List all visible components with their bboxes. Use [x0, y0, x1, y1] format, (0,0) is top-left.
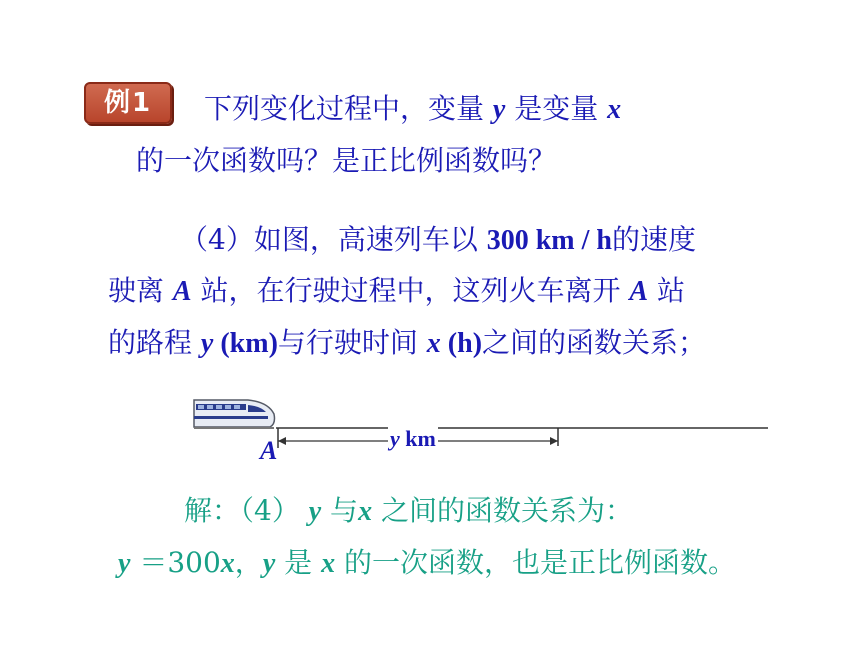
var-y: y	[262, 548, 276, 579]
item-line-2	[108, 274, 685, 307]
unit-h: (h)	[440, 328, 483, 359]
arrowhead-left	[278, 437, 286, 445]
point-a-label: A	[260, 436, 278, 465]
station-a: A	[629, 276, 649, 307]
speed-value: 300 km / h	[486, 225, 612, 256]
item-text: 与行驶时间	[277, 326, 427, 359]
answer-text: 的一次函数，也是正比例函数。	[335, 546, 736, 579]
var-y: y	[200, 328, 214, 359]
answer-line-1	[184, 494, 633, 527]
train-diagram	[190, 392, 780, 472]
question-text: 的一次函数吗？是正比例函数吗？	[136, 144, 557, 177]
question-text: 下列变化过程中，变量	[204, 92, 493, 125]
var-y: y	[118, 548, 131, 579]
item-text: （4）如图，高速列车以	[180, 223, 487, 256]
question-text: 是变量	[505, 92, 608, 125]
unit-km: km	[399, 426, 436, 451]
var-x: x	[358, 496, 373, 527]
item-text: 站	[648, 274, 685, 307]
equation: ＝300	[130, 546, 221, 579]
answer-line-2	[118, 546, 736, 579]
var-x: x	[607, 94, 622, 125]
question-line-2	[136, 144, 557, 177]
var-y: y	[492, 94, 506, 125]
arrowhead-right	[550, 437, 558, 445]
item-line-1	[180, 223, 696, 256]
var-x: x	[321, 548, 336, 579]
train-icon	[194, 400, 275, 429]
item-text: 的速度	[611, 223, 696, 256]
item-line-3	[108, 326, 707, 359]
answer-text: 与	[321, 494, 359, 527]
item-text: 驶离	[108, 274, 173, 307]
answer-text: 之间的函数关系为：	[372, 494, 633, 527]
item-text: 之间的函数关系；	[482, 326, 707, 359]
answer-text: 解：（4）	[184, 494, 309, 527]
answer-text: ，	[234, 546, 263, 579]
unit-km: (km)	[213, 328, 278, 359]
item-text: 的路程	[108, 326, 201, 359]
question-line-1	[204, 92, 622, 125]
answer-text: 是	[275, 546, 322, 579]
distance-label	[388, 426, 438, 452]
example-badge: 例1	[84, 82, 172, 124]
station-a: A	[172, 276, 192, 307]
var-x: x	[426, 328, 441, 359]
item-text: 站，在行驶过程中，这列火车离开	[191, 274, 630, 307]
var-x: x	[220, 548, 235, 579]
var-y: y	[390, 426, 400, 451]
var-y: y	[308, 496, 322, 527]
